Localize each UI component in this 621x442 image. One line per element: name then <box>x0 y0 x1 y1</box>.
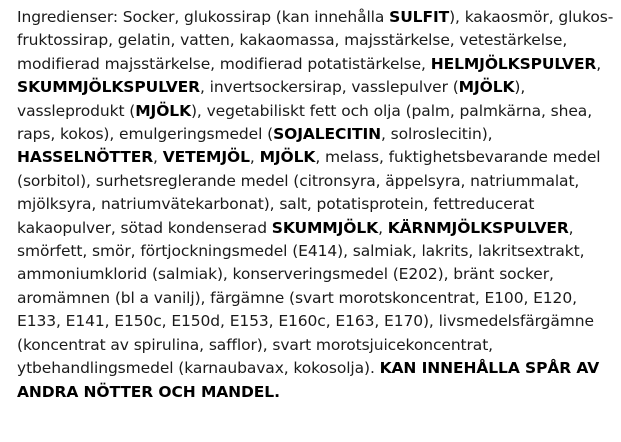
allergen-text: VETEMJÖL <box>162 148 250 167</box>
ingredient-text: ), vassleprodukt ( <box>17 78 526 120</box>
ingredient-text: , <box>378 218 388 237</box>
allergen-text: MJÖLK <box>259 148 316 167</box>
ingredient-text: , <box>153 148 163 167</box>
allergen-text: SULFIT <box>389 8 450 26</box>
ingredient-text: , <box>249 148 260 167</box>
ingredient-text: , <box>596 54 602 73</box>
ingredient-text: ), vegetabiliskt fett och olja (palm, palmkärna, shea, raps, kokos), emulgeringsmedel ( <box>17 101 593 144</box>
ingredient-text: , melass, fuktighetsbevarande medel (sorbitol), surhetsreglerande medel (citronsyra, äppelsyra, natriummalat, mjölksyra, natriumvätekarbonat), salt, potatisprotein, fettreducerat kakaopulver, sötad kondenserad <box>17 148 601 237</box>
ingredient-text: , solroslecitin), <box>381 125 493 144</box>
ingredient-text: ), kakaosmör, glukos-fruktossirap, gelatin, vatten, kakaomassa, majsstärkelse, vetestärkelse, modifierad majsstärkelse, modifierad potatistärkelse, <box>17 8 614 73</box>
allergen-text: KÄRNMJÖLKSPULVER <box>387 218 569 237</box>
allergen-text: HASSELNÖTTER <box>17 148 154 167</box>
allergen-text: MJÖLK <box>458 78 515 97</box>
allergen-text: HELMJÖLKSPULVER <box>430 54 597 73</box>
ingredient-text: Ingredienser: Socker, glukossirap (kan innehålla <box>17 8 390 26</box>
allergen-text: SOJALECITIN <box>273 125 382 144</box>
ingredient-text: , invertsockersirap, vasslepulver ( <box>199 78 459 97</box>
allergen-text: KAN INNEHÅLLA SPÅR AV ANDRA NÖTTER OCH MANDEL. <box>17 359 600 401</box>
allergen-text: SKUMMJÖLKSPULVER <box>17 78 200 97</box>
allergen-text: SKUMMJÖLK <box>271 218 379 237</box>
ingredient-text: , smörfett, smör, förtjockningsmedel (E414), salmiak, lakrits, lakritsextrakt, ammoniumklorid (salmiak), konserveringsmedel (E202), bränt socker, aromämnen (bl a vanilj), färgämne (svart morotskoncentrat, E100, E120, E133, E141, E150c, E150d, E153, E160c, E163, E170), livsmedelsfärgämne (koncentrat av spirulina, safflor), svart morotsjuicekoncentrat, ytbehandlingsmedel (karnaubavax, kokosolja). <box>17 218 594 378</box>
allergen-text: MJÖLK <box>135 101 191 120</box>
